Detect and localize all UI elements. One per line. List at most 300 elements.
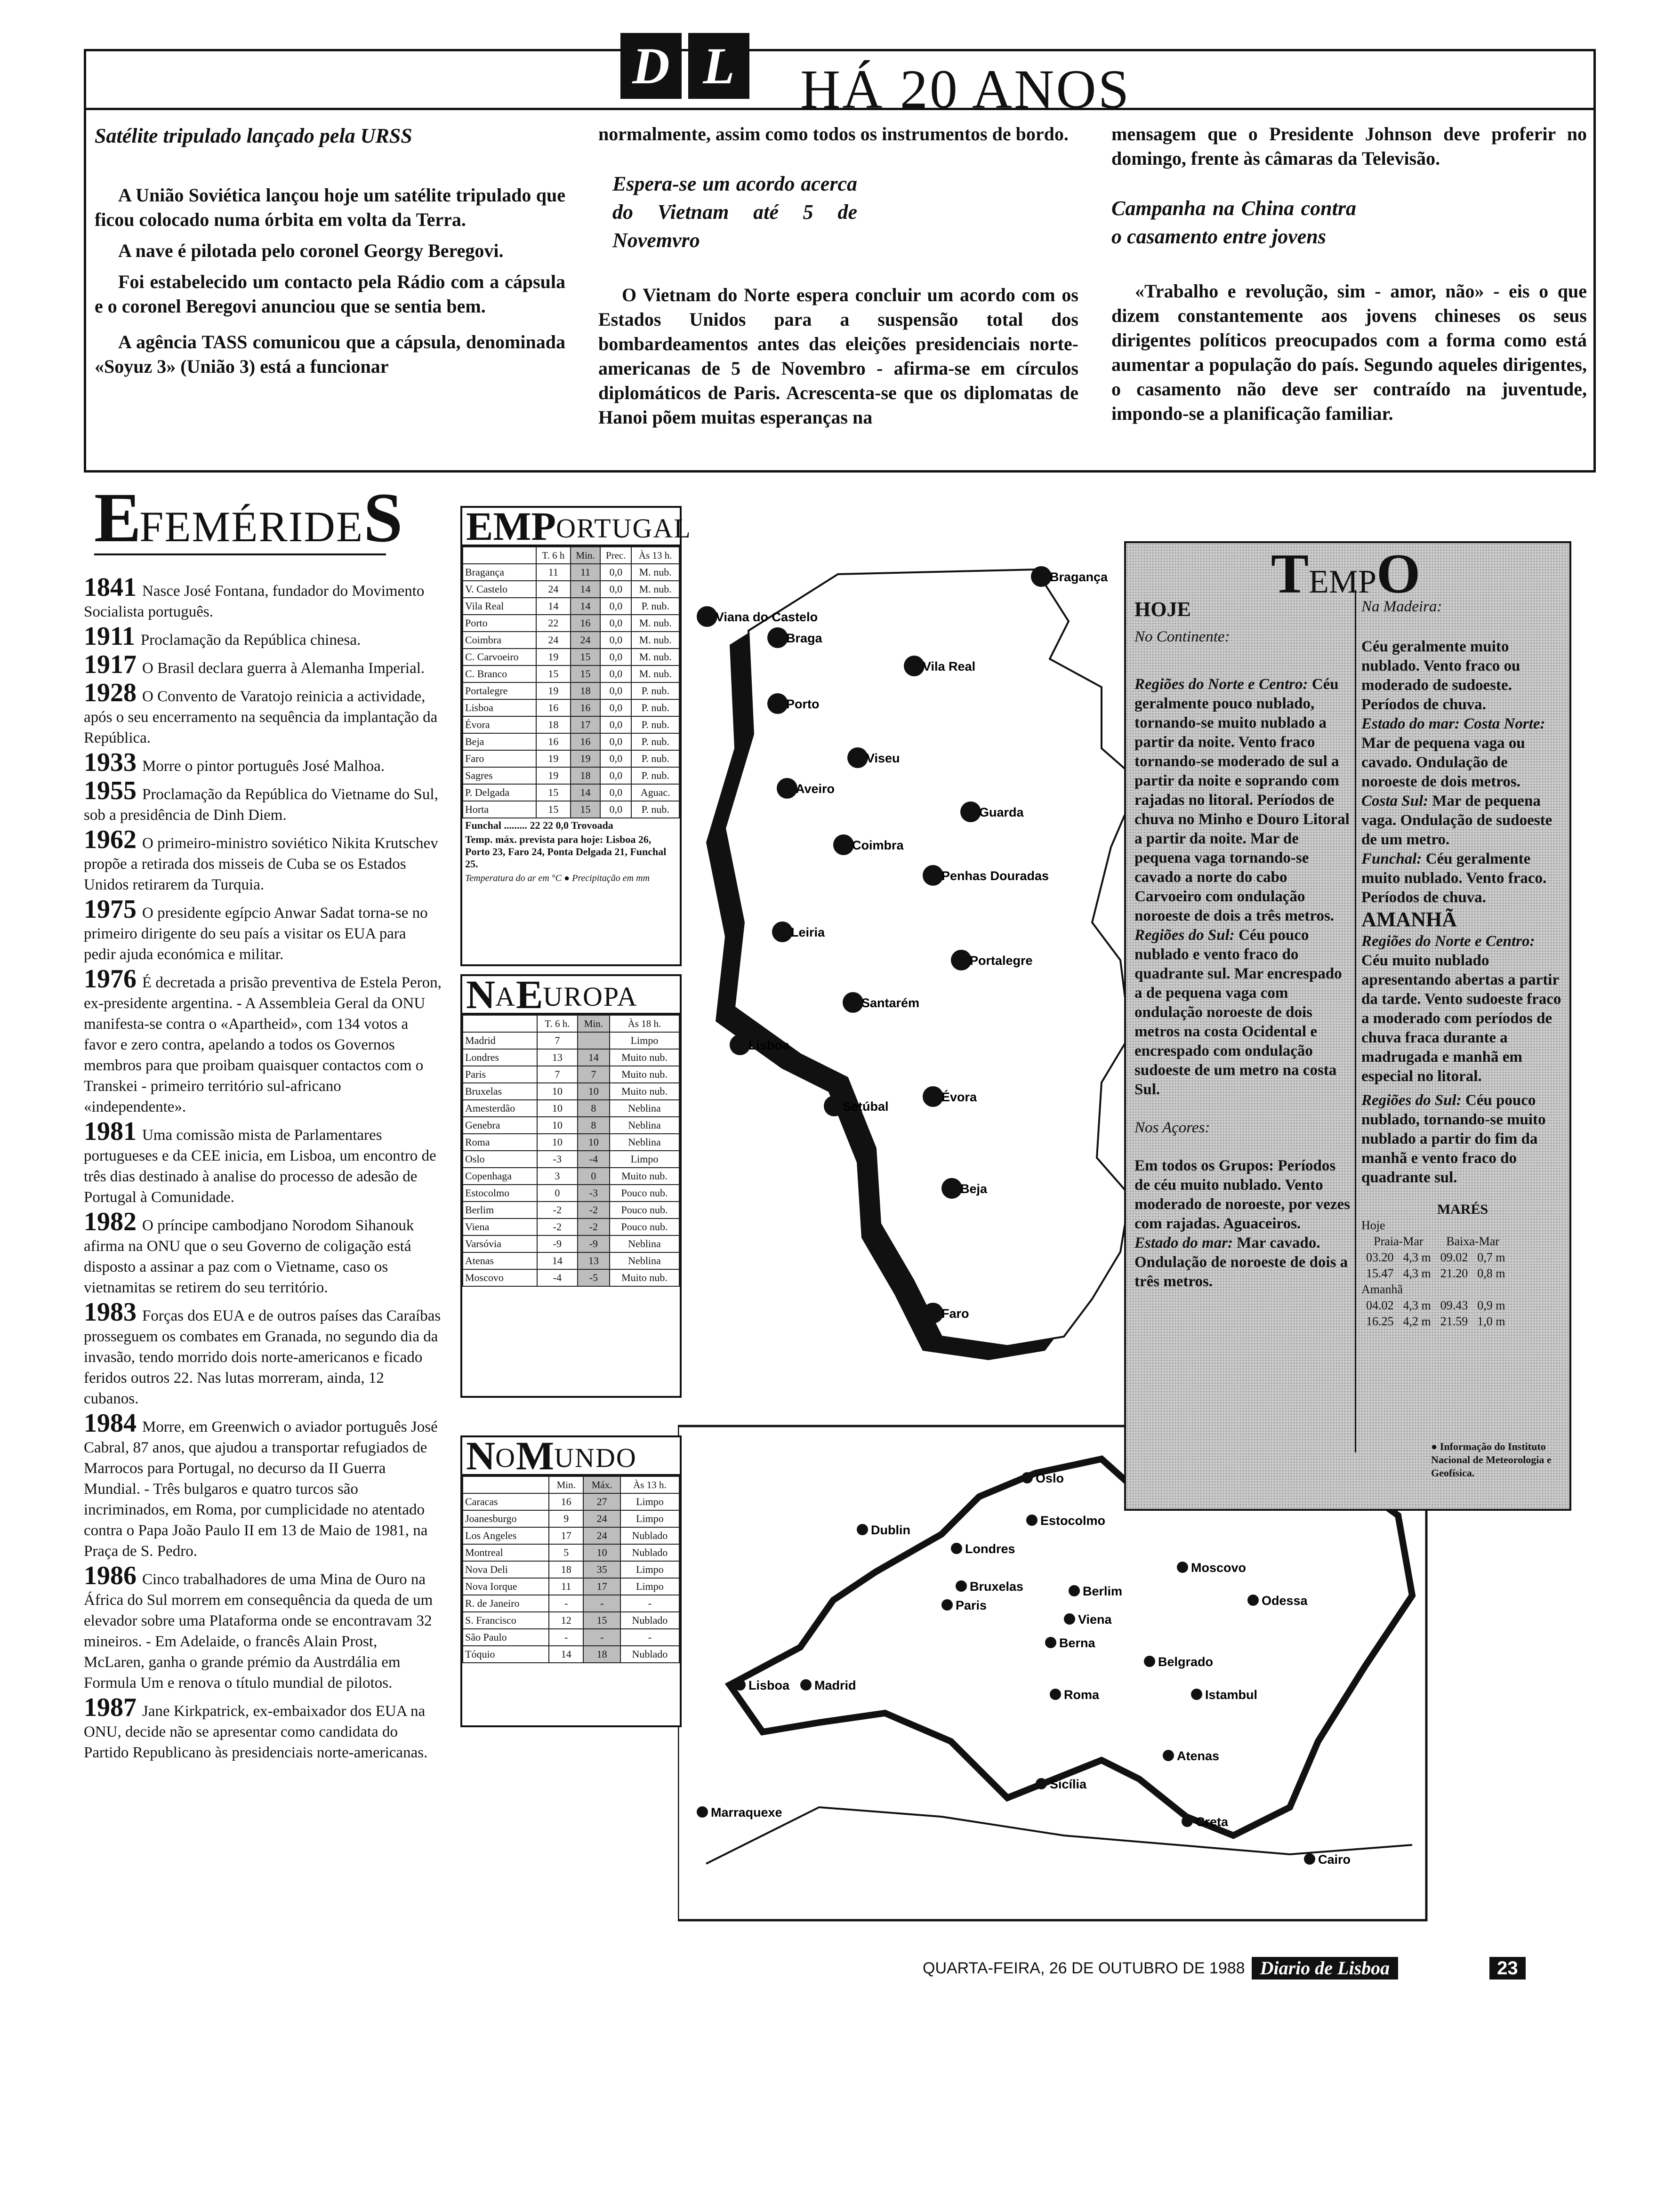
article-paragraph: Foi estabelecido um contacto pela Rádio com a cápsula e o coronel Beregovi anunciou que se sentia bem. bbox=[95, 271, 565, 317]
efemeride-item bbox=[84, 1563, 442, 1693]
title-letter: M bbox=[516, 1433, 555, 1478]
article-paragraph: A agência TASS comunicou que a cápsula, denominada «Soyuz 3» (União 3) está a funcionar bbox=[95, 331, 565, 377]
table-row bbox=[463, 733, 679, 750]
headline-satelite: Satélite tripulado lançado pela URSS bbox=[95, 124, 412, 147]
city-label: Beja bbox=[960, 1182, 988, 1196]
city-name-cell: Vila Real bbox=[463, 598, 536, 615]
column-header bbox=[463, 1476, 549, 1493]
efemeride-item bbox=[84, 1694, 442, 1763]
tide-row bbox=[1361, 1250, 1510, 1266]
column-header: T. 6 h. bbox=[537, 1015, 578, 1032]
value-cell: 5 bbox=[549, 1544, 583, 1561]
value-cell: 0,0 bbox=[600, 649, 631, 665]
value-cell: -4 bbox=[578, 1151, 610, 1168]
city-label: Londres bbox=[965, 1542, 1015, 1556]
efemeride-item bbox=[84, 651, 442, 679]
section-title: HÁ 20 ANOS bbox=[800, 58, 1131, 120]
table-row bbox=[463, 1646, 679, 1663]
efemeride-text: Proclamação da República chinesa. bbox=[140, 632, 361, 649]
city-dot bbox=[824, 1096, 845, 1116]
column-header: Às 13 h. bbox=[631, 547, 679, 564]
table-title bbox=[462, 504, 692, 549]
table-row bbox=[463, 564, 679, 581]
value-cell: 14 bbox=[571, 581, 600, 598]
value-cell: 0,0 bbox=[600, 615, 631, 632]
efemeride-item bbox=[84, 826, 442, 895]
city-label: Braga bbox=[786, 631, 822, 645]
table-row bbox=[463, 682, 679, 699]
value-cell: 0,0 bbox=[600, 716, 631, 733]
value-cell: 0,0 bbox=[600, 750, 631, 767]
efemeride-text: O príncipe cambodjano Norodom Sihanouk afirma na ONU que o seu Governo de coligação está disposto a assinar a paz com o Vietname, caso os vietnamitas se retirem do seu território. bbox=[84, 1217, 414, 1296]
value-cell: Neblina bbox=[610, 1117, 679, 1134]
value-cell: 10 bbox=[537, 1100, 578, 1117]
value-cell: - bbox=[549, 1629, 583, 1646]
value-cell: P. nub. bbox=[631, 682, 679, 699]
efemeride-item bbox=[84, 896, 442, 965]
efemerides-initial: E bbox=[94, 479, 140, 557]
value-cell: 17 bbox=[583, 1578, 620, 1595]
tempo-col-left bbox=[1134, 597, 1351, 1291]
value-cell: 16 bbox=[571, 699, 600, 716]
value-cell: 0,0 bbox=[600, 767, 631, 784]
efemeride-item bbox=[84, 680, 442, 748]
value-cell: 14 bbox=[571, 598, 600, 615]
city-name-cell: Estocolmo bbox=[463, 1185, 537, 1202]
value-cell: 13 bbox=[537, 1049, 578, 1066]
value-cell: 17 bbox=[571, 716, 600, 733]
value-cell: 7 bbox=[578, 1066, 610, 1083]
value-cell: Neblina bbox=[610, 1100, 679, 1117]
value-cell: 15 bbox=[536, 801, 571, 818]
city-name-cell: Porto bbox=[463, 615, 536, 632]
city-dot bbox=[956, 1580, 967, 1592]
tide-value: 21.59 bbox=[1440, 1314, 1468, 1328]
value-cell: Muito nub. bbox=[610, 1083, 679, 1100]
value-cell: -2 bbox=[578, 1218, 610, 1235]
value-cell: 15 bbox=[536, 665, 571, 682]
city-name-cell: Bruxelas bbox=[463, 1083, 537, 1100]
efemeride-year: 1981 bbox=[84, 1117, 137, 1146]
value-cell: 0,0 bbox=[600, 632, 631, 649]
city-dot bbox=[1191, 1689, 1202, 1700]
madeira-forecast: Céu geralmente muito nublado. Vento fraco ou moderado de sudoeste. Períodos de chuva. bbox=[1361, 638, 1520, 713]
efemeride-year: 1987 bbox=[84, 1693, 137, 1722]
city-dot bbox=[833, 834, 854, 855]
value-cell: 35 bbox=[583, 1561, 620, 1578]
city-dot bbox=[843, 992, 863, 1013]
sea-text: Mar de pequena vaga ou cavado. Ondulação de noroeste de dois metros. bbox=[1361, 735, 1525, 790]
efemeride-year: 1982 bbox=[84, 1207, 137, 1236]
city-name-cell: Amesterdão bbox=[463, 1100, 537, 1117]
tide-row bbox=[1361, 1266, 1510, 1282]
tide-value: 09.02 bbox=[1440, 1250, 1468, 1264]
article-paragraph: «Trabalho e revolução, sim - amor, não» - eis o que dizem constantemente aos jovens chineses os seus dirigentes políticos preocupados com a forma como está aumentar a população do país. Segundo aqueles dirigentes, o casamento não deve ser contraído na juventude, impondo-se a planificação familiar. bbox=[1111, 281, 1587, 424]
city-name-cell: Montreal bbox=[463, 1544, 549, 1561]
city-label: Portalegre bbox=[970, 954, 1033, 968]
title-letter: N bbox=[466, 1433, 496, 1478]
headline-vietnam: Espera-se um acordo acerca do Vietnam até 5 de Novemvro bbox=[612, 172, 857, 252]
city-name-cell: C. Carvoeiro bbox=[463, 649, 536, 665]
city-dot bbox=[800, 1679, 812, 1691]
table-row bbox=[463, 1544, 679, 1561]
efemeride-text: O Brasil declara guerra à Alemanha Imperial. bbox=[142, 660, 425, 677]
tide-value: 09.43 bbox=[1440, 1298, 1468, 1312]
value-cell: 18 bbox=[571, 767, 600, 784]
table-row bbox=[463, 1235, 679, 1252]
region-label: Regiões do Sul: bbox=[1134, 927, 1235, 944]
value-cell: 0,0 bbox=[600, 682, 631, 699]
city-dot bbox=[960, 801, 981, 822]
city-label: Madrid bbox=[814, 1678, 856, 1692]
value-cell: 14 bbox=[537, 1252, 578, 1269]
title-letter: O bbox=[495, 1443, 516, 1473]
city-name-cell: Copenhaga bbox=[463, 1168, 537, 1185]
value-cell: Muito nub. bbox=[610, 1066, 679, 1083]
city-name-cell: Viena bbox=[463, 1218, 537, 1235]
city-label: Dublin bbox=[871, 1523, 910, 1537]
city-dot bbox=[857, 1524, 868, 1535]
tide-value: 4,2 m bbox=[1403, 1314, 1431, 1328]
city-label: Bruxelas bbox=[970, 1579, 1024, 1594]
city-dot bbox=[1064, 1613, 1075, 1625]
city-dot bbox=[1031, 566, 1052, 587]
table-row bbox=[463, 598, 679, 615]
value-cell: 0,0 bbox=[600, 581, 631, 598]
value-cell: Limpo bbox=[620, 1561, 679, 1578]
forecast-text: Céu geralmente pouco nublado, tornando-se muito nublado a partir da noite. Vento fraco tornando-se moderado de sul a partir da noite e soprando com rajadas no litoral. Períodos de chuva no Minho e Douro Litoral a partir da noite. Mar de pequena vaga tornando-se cavado a norte do cabo Carvoeiro com ondulação noroeste de dois a três metros. bbox=[1134, 676, 1350, 924]
table-row bbox=[463, 1510, 679, 1527]
city-label: Berlim bbox=[1083, 1584, 1123, 1598]
city-label: Moscovo bbox=[1191, 1561, 1247, 1575]
value-cell: 18 bbox=[571, 682, 600, 699]
city-name-cell: Sagres bbox=[463, 767, 536, 784]
value-cell: 11 bbox=[536, 564, 571, 581]
tide-value: 0,8 m bbox=[1477, 1266, 1505, 1280]
article-paragraph: O Vietnam do Norte espera concluir um acordo com os Estados Unidos para a suspensão total dos bombardeamentos antes das eleições presidenciais norte-americanas de 5 de Novembro - afirma-se em círculos diplomáticos de Paris. Acrescenta-se que os diplomatas de Hanoi põem muitas esperanças na bbox=[598, 284, 1078, 428]
efemeride-text: Jane Kirkpatrick, ex-embaixador dos EUA na ONU, decide não se apresentar como candidata do Partido Republicano às presidenciais norte-americanas. bbox=[84, 1703, 428, 1761]
efemeride-item bbox=[84, 1299, 442, 1409]
value-cell: 7 bbox=[537, 1066, 578, 1083]
title-rest: UNDO bbox=[554, 1443, 637, 1473]
city-dot bbox=[1247, 1595, 1259, 1606]
table-row bbox=[463, 1493, 679, 1510]
page-footer bbox=[923, 1956, 1526, 1980]
city-name-cell: Nova Deli bbox=[463, 1561, 549, 1578]
efemeride-text: É decretada a prisão preventiva de Estela Peron, ex-presidente argentina. - A Assembleia Geral da ONU manifesta-se contra o «Apartheid», com 134 votos a favor e zero contra, apelando a todos os Governos membros para que proibam quaisquer contactos com o Transkei - primeiro território sul-africano «independente». bbox=[84, 974, 442, 1115]
madeira-label: Na Madeira: bbox=[1361, 598, 1442, 615]
table-row bbox=[463, 767, 679, 784]
imn-credit: ● Informação do Instituto Nacional de Meteorologia e Geofísica. bbox=[1431, 1441, 1552, 1479]
value-cell: 18 bbox=[583, 1646, 620, 1663]
table-row bbox=[463, 1168, 679, 1185]
efemeride-item bbox=[84, 1209, 442, 1298]
acores-forecast: Em todos os Grupos: Períodos de céu muito nublado. Vento moderado de noroeste, por vezes com rajadas. Aguaceiros. bbox=[1134, 1157, 1350, 1232]
table-row bbox=[463, 1202, 679, 1218]
city-name-cell: Bragança bbox=[463, 564, 536, 581]
efemerides-middle: FEMÉRIDE bbox=[139, 503, 364, 551]
efemeride-item bbox=[84, 574, 442, 622]
table-row bbox=[463, 1561, 679, 1578]
column-header bbox=[463, 547, 536, 564]
city-name-cell: Tóquio bbox=[463, 1646, 549, 1663]
value-cell: 16 bbox=[536, 733, 571, 750]
city-name-cell: Varsóvia bbox=[463, 1235, 537, 1252]
efemeride-year: 1983 bbox=[84, 1298, 137, 1327]
tides-tomorrow bbox=[1361, 1298, 1510, 1330]
mares-title: MARÉS bbox=[1437, 1202, 1488, 1217]
city-label: Aveiro bbox=[796, 782, 835, 796]
city-label: Istambul bbox=[1205, 1688, 1258, 1702]
city-dot bbox=[1177, 1562, 1188, 1573]
value-cell: M. nub. bbox=[631, 649, 679, 665]
dl-logo bbox=[620, 33, 749, 99]
value-cell: M. nub. bbox=[631, 632, 679, 649]
value-cell: - bbox=[620, 1595, 679, 1612]
title-letter: T bbox=[1271, 542, 1309, 605]
value-cell: 10 bbox=[583, 1544, 620, 1561]
value-cell: 0,0 bbox=[600, 699, 631, 716]
value-cell: 0 bbox=[578, 1168, 610, 1185]
city-label: Guarda bbox=[979, 805, 1024, 819]
city-dot bbox=[767, 693, 788, 714]
title-letter: E bbox=[466, 504, 493, 549]
value-cell: 0,0 bbox=[600, 564, 631, 581]
table-header-row bbox=[463, 547, 679, 564]
value-cell: Neblina bbox=[610, 1134, 679, 1151]
efemeride-item bbox=[84, 777, 442, 825]
hoje-label: HOJE bbox=[1134, 598, 1191, 621]
tide-value: 21.20 bbox=[1440, 1266, 1468, 1280]
column-header: Máx. bbox=[583, 1476, 620, 1493]
value-cell: - bbox=[583, 1595, 620, 1612]
efemeride-item bbox=[84, 1118, 442, 1208]
efemeride-text: Morre o pintor português José Malhoa. bbox=[142, 758, 385, 775]
tide-value: 4,3 m bbox=[1403, 1250, 1431, 1264]
tide-value: 04.02 bbox=[1366, 1298, 1394, 1312]
value-cell: P. nub. bbox=[631, 750, 679, 767]
sea-text: Mar cavado. Ondulação de noroeste de dois a três metros. bbox=[1134, 1234, 1348, 1290]
tempo-col-right bbox=[1361, 597, 1564, 1330]
table-row bbox=[463, 1066, 679, 1083]
value-cell: 24 bbox=[536, 581, 571, 598]
value-cell: - bbox=[549, 1595, 583, 1612]
city-name-cell: Caracas bbox=[463, 1493, 549, 1510]
efemeride-item bbox=[84, 749, 442, 777]
table-row bbox=[463, 801, 679, 818]
value-cell: -9 bbox=[537, 1235, 578, 1252]
portugal-outline bbox=[725, 569, 1139, 1346]
city-dot bbox=[951, 950, 972, 970]
table-row bbox=[463, 1527, 679, 1544]
table-row bbox=[463, 632, 679, 649]
city-dot bbox=[1036, 1778, 1047, 1789]
column-header: Prec. bbox=[600, 547, 631, 564]
efemerides-list bbox=[84, 574, 442, 1764]
city-name-cell: R. de Janeiro bbox=[463, 1595, 549, 1612]
value-cell: 15 bbox=[571, 649, 600, 665]
tides-today bbox=[1361, 1234, 1510, 1282]
value-cell: 7 bbox=[537, 1032, 578, 1049]
efemeride-text: Morre, em Greenwich o aviador português José Cabral, 87 anos, que ajudou a transportar refugiados de Marrocos para Portugal, no decurso da II Guerra Mundial. - Três bulgaros e quatro turcos são incriminados, em Roma, por cumplicidade no atentado contra o Papa João Paulo II em 13 de Maio de 1981, na Praça de S. Pedro. bbox=[84, 1419, 438, 1560]
city-label: Évora bbox=[941, 1090, 977, 1104]
city-name-cell: Oslo bbox=[463, 1151, 537, 1168]
page-number: 23 bbox=[1489, 1957, 1526, 1980]
value-cell: - bbox=[583, 1629, 620, 1646]
value-cell: 10 bbox=[578, 1083, 610, 1100]
city-name-cell: Madrid bbox=[463, 1032, 537, 1049]
na-europa-table bbox=[460, 974, 682, 1398]
table-footnote: Temperatura do ar em °C ● Precipitação em mm bbox=[465, 873, 650, 883]
value-cell: Limpo bbox=[610, 1032, 679, 1049]
value-cell: M. nub. bbox=[631, 615, 679, 632]
value-cell: Nublado bbox=[620, 1544, 679, 1561]
newspaper-name: Diario de Lisboa bbox=[1252, 1957, 1399, 1980]
headline-china: Campanha na China contra o casamento entre jovens bbox=[1111, 197, 1356, 248]
efemeride-year: 1984 bbox=[84, 1409, 137, 1438]
city-name-cell: Berlim bbox=[463, 1202, 537, 1218]
value-cell: M. nub. bbox=[631, 564, 679, 581]
table-row bbox=[463, 784, 679, 801]
value-cell: 10 bbox=[537, 1083, 578, 1100]
column-header: T. 6 h bbox=[536, 547, 571, 564]
value-cell: 16 bbox=[571, 615, 600, 632]
efemeride-text: O Convento de Varatojo reinicia a actividade, após o seu encerramento na sequência da implantação da República. bbox=[84, 688, 438, 746]
value-cell: M. nub. bbox=[631, 581, 679, 598]
article-paragraph: A nave é pilotada pelo coronel Georgy Beregovi. bbox=[118, 240, 504, 261]
value-cell: 24 bbox=[536, 632, 571, 649]
table-row bbox=[463, 699, 679, 716]
table-row bbox=[463, 1612, 679, 1629]
efemeride-text: O primeiro-ministro soviético Nikita Krutschev propõe a retirada dos misseis de Cuba se os Estados Unidos retirarem da Turquia. bbox=[84, 835, 438, 893]
efemeride-year: 1976 bbox=[84, 964, 137, 994]
efemeride-text: O presidente egípcio Anwar Sadat torna-se no primeiro dirigente do seu país a visitar os EUA para pedir ajuda económica e militar. bbox=[84, 905, 428, 963]
city-name-cell: C. Branco bbox=[463, 665, 536, 682]
tide-value: 0,9 m bbox=[1477, 1298, 1505, 1312]
value-cell: -3 bbox=[578, 1185, 610, 1202]
value-cell: 0,0 bbox=[600, 598, 631, 615]
city-label: Santarém bbox=[861, 996, 920, 1010]
value-cell: Neblina bbox=[610, 1235, 679, 1252]
city-label: Viena bbox=[1078, 1612, 1112, 1627]
efemeride-year: 1928 bbox=[84, 678, 137, 707]
value-cell: Limpo bbox=[620, 1493, 679, 1510]
city-name-cell: Londres bbox=[463, 1049, 537, 1066]
tempo-divider bbox=[1355, 590, 1356, 1452]
table-title bbox=[462, 972, 680, 1017]
city-label: Paris bbox=[956, 1598, 987, 1612]
city-dot bbox=[734, 1679, 746, 1691]
city-dot bbox=[767, 627, 788, 648]
efemeride-year: 1917 bbox=[84, 650, 137, 679]
city-name-cell: Moscovo bbox=[463, 1269, 537, 1286]
table-title bbox=[462, 1433, 680, 1478]
city-label: Coimbra bbox=[852, 838, 904, 852]
table-row bbox=[463, 1100, 679, 1117]
city-label: Setúbal bbox=[843, 1099, 889, 1114]
ha20-column-1 bbox=[95, 122, 565, 385]
sea-label: Funchal: bbox=[1361, 850, 1422, 867]
value-cell: 11 bbox=[571, 564, 600, 581]
value-cell: Pouco nub. bbox=[610, 1185, 679, 1202]
praia-mar-header: Praia-Mar bbox=[1374, 1234, 1424, 1248]
portugal-map bbox=[706, 569, 1139, 1360]
value-cell: 19 bbox=[536, 767, 571, 784]
value-cell: 0 bbox=[537, 1185, 578, 1202]
city-name-cell: Horta bbox=[463, 801, 536, 818]
city-label: Porto bbox=[786, 697, 820, 711]
table-row bbox=[463, 1049, 679, 1066]
title-letter: O bbox=[1376, 542, 1421, 605]
column-header: Às 18 h. bbox=[610, 1015, 679, 1032]
acores-label: Nos Açores: bbox=[1134, 1119, 1210, 1136]
city-name-cell: Joanesburgo bbox=[463, 1510, 549, 1527]
sea-text: Mar de pequena vaga. Ondulação de sudoeste de um metro. bbox=[1361, 793, 1552, 848]
tide-value: 4,3 m bbox=[1403, 1266, 1431, 1280]
value-cell: 27 bbox=[583, 1493, 620, 1510]
efemeride-year: 1975 bbox=[84, 895, 137, 924]
value-cell: 14 bbox=[578, 1049, 610, 1066]
region-label: Regiões do Norte e Centro: bbox=[1361, 933, 1535, 950]
amanha-label: AMANHÃ bbox=[1361, 908, 1457, 931]
sea-label: Estado do mar: bbox=[1134, 1234, 1233, 1251]
title-rest: ORTUGAL bbox=[556, 513, 692, 544]
value-cell: 19 bbox=[571, 750, 600, 767]
city-dot bbox=[847, 747, 868, 768]
table-row bbox=[463, 1629, 679, 1646]
value-cell: Nublado bbox=[620, 1612, 679, 1629]
city-label: Viana do Castelo bbox=[716, 610, 818, 624]
city-label: Oslo bbox=[1036, 1471, 1064, 1485]
region-label: Regiões do Norte e Centro: bbox=[1134, 676, 1308, 693]
city-label: Lisboa bbox=[748, 1678, 790, 1692]
value-cell: 9 bbox=[549, 1510, 583, 1527]
table-row bbox=[463, 1252, 679, 1269]
city-name-cell: Nova Iorque bbox=[463, 1578, 549, 1595]
city-dot bbox=[1050, 1689, 1061, 1700]
article-paragraph: normalmente, assim como todos os instrumentos de bordo. bbox=[598, 123, 1069, 144]
table-row bbox=[463, 1032, 679, 1049]
efemeride-text: Nasce José Fontana, fundador do Movimento Socialista português. bbox=[84, 583, 425, 620]
city-dot bbox=[1182, 1816, 1193, 1827]
forecast-text: Céu pouco nublado e vento fraco do quadrante sul. Mar encrespado a de pequena vaga com ondulação noroeste de dois metros na costa Ocidental e encrespado com ondulação sudoeste de um metro na costa Sul. bbox=[1134, 927, 1342, 1098]
value-cell: 17 bbox=[549, 1527, 583, 1544]
no-continente-label: No Continente: bbox=[1134, 628, 1230, 645]
city-name-cell: Faro bbox=[463, 750, 536, 767]
tide-value: 4,3 m bbox=[1403, 1298, 1431, 1312]
city-label: Cairo bbox=[1318, 1852, 1351, 1867]
value-cell: 15 bbox=[571, 801, 600, 818]
value-cell: 0,0 bbox=[600, 733, 631, 750]
table-header-row bbox=[463, 1015, 679, 1032]
forecast-text: Céu pouco nublado, tornando-se muito nublado a partir do fim da manhã e vento fraco do quadrante sul. bbox=[1361, 1092, 1546, 1186]
sea-label: Costa Sul: bbox=[1361, 793, 1429, 809]
value-cell: 0,0 bbox=[600, 784, 631, 801]
value-cell: P. nub. bbox=[631, 767, 679, 784]
value-cell: 10 bbox=[537, 1134, 578, 1151]
table-row bbox=[463, 1595, 679, 1612]
city-label: Viseu bbox=[866, 751, 900, 765]
city-label: Penhas Douradas bbox=[941, 869, 1049, 883]
value-cell: 19 bbox=[536, 750, 571, 767]
city-dot bbox=[1022, 1472, 1033, 1483]
efemeride-year: 1986 bbox=[84, 1561, 137, 1590]
efemeride-year: 1911 bbox=[84, 622, 135, 651]
city-label: Belgrado bbox=[1158, 1655, 1214, 1669]
title-letter: P bbox=[531, 504, 556, 549]
value-cell: 3 bbox=[537, 1168, 578, 1185]
world-weather-grid bbox=[462, 1476, 680, 1663]
